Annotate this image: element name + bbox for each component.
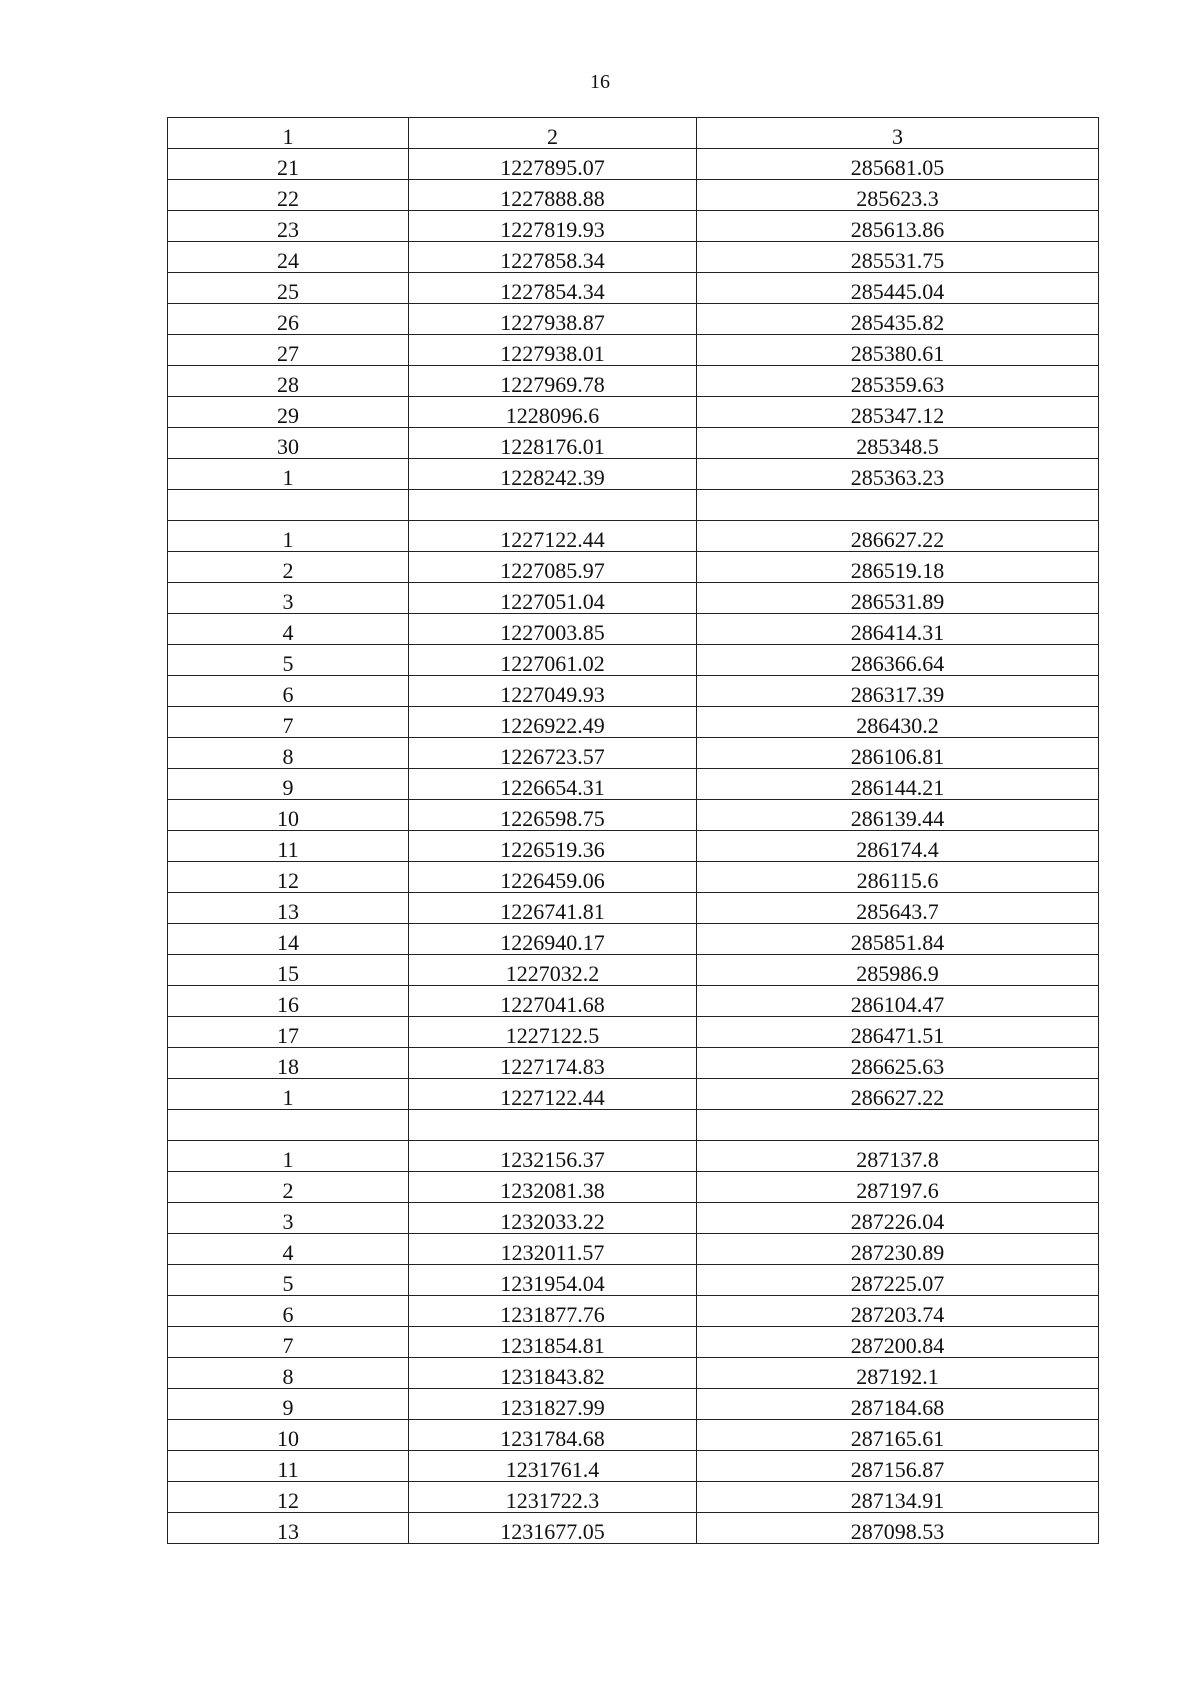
- x-coordinate-cell: 1232156.37: [409, 1141, 697, 1172]
- y-coordinate-cell: 286430.2: [697, 707, 1099, 738]
- y-coordinate-cell: 285851.84: [697, 924, 1099, 955]
- y-coordinate-cell: 287203.74: [697, 1296, 1099, 1327]
- x-coordinate-cell: 1227041.68: [409, 986, 697, 1017]
- x-coordinate-cell: [409, 490, 697, 521]
- point-number-cell: 29: [168, 397, 409, 428]
- table-row: [168, 955, 1099, 986]
- x-coordinate-cell: 1231827.99: [409, 1389, 697, 1420]
- point-number-cell: [168, 1110, 409, 1141]
- table-row: [168, 242, 1099, 273]
- x-coordinate-cell: 1231843.82: [409, 1358, 697, 1389]
- point-number-cell: 22: [168, 180, 409, 211]
- table-row: [168, 1048, 1099, 1079]
- y-coordinate-cell: 286414.31: [697, 614, 1099, 645]
- y-coordinate-cell: 285435.82: [697, 304, 1099, 335]
- x-coordinate-cell: 1227854.34: [409, 273, 697, 304]
- point-number-cell: 17: [168, 1017, 409, 1048]
- y-coordinate-cell: 286317.39: [697, 676, 1099, 707]
- point-number-cell: 1: [168, 459, 409, 490]
- x-coordinate-cell: 1227938.01: [409, 335, 697, 366]
- point-number-cell: 26: [168, 304, 409, 335]
- y-coordinate-cell: 286471.51: [697, 1017, 1099, 1048]
- point-number-cell: 11: [168, 1451, 409, 1482]
- point-number-cell: 10: [168, 800, 409, 831]
- y-coordinate-cell: 286144.21: [697, 769, 1099, 800]
- x-coordinate-cell: 1232033.22: [409, 1203, 697, 1234]
- table-row: [168, 676, 1099, 707]
- point-number-cell: 25: [168, 273, 409, 304]
- y-coordinate-cell: 287197.6: [697, 1172, 1099, 1203]
- x-coordinate-cell: 1227085.97: [409, 552, 697, 583]
- y-coordinate-cell: 286627.22: [697, 521, 1099, 552]
- table-row: [168, 986, 1099, 1017]
- x-coordinate-cell: [409, 1110, 697, 1141]
- y-coordinate-cell: 286531.89: [697, 583, 1099, 614]
- x-coordinate-cell: 1227895.07: [409, 149, 697, 180]
- column-number-cell: 1: [168, 118, 409, 149]
- point-number-cell: 12: [168, 862, 409, 893]
- y-coordinate-cell: 287226.04: [697, 1203, 1099, 1234]
- table-row: [168, 397, 1099, 428]
- x-coordinate-cell: 1227938.87: [409, 304, 697, 335]
- x-coordinate-cell: 1231722.3: [409, 1482, 697, 1513]
- point-number-cell: 7: [168, 1327, 409, 1358]
- table-row: [168, 645, 1099, 676]
- x-coordinate-cell: 1231854.81: [409, 1327, 697, 1358]
- point-number-cell: 1: [168, 1079, 409, 1110]
- table-row: [168, 738, 1099, 769]
- y-coordinate-cell: 286366.64: [697, 645, 1099, 676]
- y-coordinate-cell: 286519.18: [697, 552, 1099, 583]
- table-row: [168, 1079, 1099, 1110]
- table-header-row: [168, 118, 1099, 149]
- x-coordinate-cell: 1231877.76: [409, 1296, 697, 1327]
- point-number-cell: 7: [168, 707, 409, 738]
- x-coordinate-cell: 1227003.85: [409, 614, 697, 645]
- y-coordinate-cell: 285643.7: [697, 893, 1099, 924]
- point-number-cell: 21: [168, 149, 409, 180]
- x-coordinate-cell: 1227819.93: [409, 211, 697, 242]
- x-coordinate-cell: 1227122.5: [409, 1017, 697, 1048]
- table-row: [168, 211, 1099, 242]
- table-row: [168, 1358, 1099, 1389]
- point-number-cell: 2: [168, 1172, 409, 1203]
- coordinates-table: [167, 117, 1099, 1544]
- point-number-cell: 27: [168, 335, 409, 366]
- table-row: [168, 1017, 1099, 1048]
- table-row: [168, 1203, 1099, 1234]
- x-coordinate-cell: 1227051.04: [409, 583, 697, 614]
- x-coordinate-cell: 1227049.93: [409, 676, 697, 707]
- x-coordinate-cell: 1231677.05: [409, 1513, 697, 1544]
- point-number-cell: 6: [168, 1296, 409, 1327]
- y-coordinate-cell: 286139.44: [697, 800, 1099, 831]
- y-coordinate-cell: 286115.6: [697, 862, 1099, 893]
- y-coordinate-cell: 286104.47: [697, 986, 1099, 1017]
- y-coordinate-cell: 285363.23: [697, 459, 1099, 490]
- x-coordinate-cell: 1227122.44: [409, 1079, 697, 1110]
- y-coordinate-cell: [697, 1110, 1099, 1141]
- y-coordinate-cell: 285623.3: [697, 180, 1099, 211]
- x-coordinate-cell: 1227858.34: [409, 242, 697, 273]
- point-number-cell: 6: [168, 676, 409, 707]
- point-number-cell: 4: [168, 1234, 409, 1265]
- x-coordinate-cell: 1227174.83: [409, 1048, 697, 1079]
- table-row: [168, 366, 1099, 397]
- x-coordinate-cell: 1228096.6: [409, 397, 697, 428]
- x-coordinate-cell: 1231761.4: [409, 1451, 697, 1482]
- x-coordinate-cell: 1226459.06: [409, 862, 697, 893]
- table-row: [168, 1265, 1099, 1296]
- point-number-cell: 28: [168, 366, 409, 397]
- table-row: [168, 1141, 1099, 1172]
- table-row: [168, 862, 1099, 893]
- x-coordinate-cell: 1231954.04: [409, 1265, 697, 1296]
- table-row: [168, 800, 1099, 831]
- y-coordinate-cell: 286627.22: [697, 1079, 1099, 1110]
- table-row: [168, 552, 1099, 583]
- point-number-cell: 8: [168, 738, 409, 769]
- y-coordinate-cell: 287184.68: [697, 1389, 1099, 1420]
- y-coordinate-cell: 285613.86: [697, 211, 1099, 242]
- y-coordinate-cell: 287137.8: [697, 1141, 1099, 1172]
- page-number: 16: [590, 71, 610, 93]
- table-row: [168, 583, 1099, 614]
- point-number-cell: 18: [168, 1048, 409, 1079]
- x-coordinate-cell: 1226940.17: [409, 924, 697, 955]
- x-coordinate-cell: 1227061.02: [409, 645, 697, 676]
- table-row: [168, 428, 1099, 459]
- y-coordinate-cell: 285531.75: [697, 242, 1099, 273]
- point-number-cell: 3: [168, 1203, 409, 1234]
- x-coordinate-cell: 1227969.78: [409, 366, 697, 397]
- x-coordinate-cell: 1232081.38: [409, 1172, 697, 1203]
- point-number-cell: 2: [168, 552, 409, 583]
- table-row: [168, 180, 1099, 211]
- point-number-cell: 5: [168, 645, 409, 676]
- point-number-cell: 13: [168, 1513, 409, 1544]
- point-number-cell: 14: [168, 924, 409, 955]
- point-number-cell: 1: [168, 521, 409, 552]
- point-number-cell: 30: [168, 428, 409, 459]
- x-coordinate-cell: 1231784.68: [409, 1420, 697, 1451]
- x-coordinate-cell: 1226922.49: [409, 707, 697, 738]
- point-number-cell: 9: [168, 1389, 409, 1420]
- point-number-cell: 23: [168, 211, 409, 242]
- y-coordinate-cell: 287134.91: [697, 1482, 1099, 1513]
- y-coordinate-cell: 285986.9: [697, 955, 1099, 986]
- table-row: [168, 1327, 1099, 1358]
- table-row: [168, 614, 1099, 645]
- table-row: [168, 707, 1099, 738]
- table-row: [168, 1172, 1099, 1203]
- point-number-cell: 4: [168, 614, 409, 645]
- table-row: [168, 1234, 1099, 1265]
- table-separator-row: [168, 1110, 1099, 1141]
- table-row: [168, 1420, 1099, 1451]
- point-number-cell: 15: [168, 955, 409, 986]
- point-number-cell: 24: [168, 242, 409, 273]
- x-coordinate-cell: 1226519.36: [409, 831, 697, 862]
- x-coordinate-cell: 1227888.88: [409, 180, 697, 211]
- y-coordinate-cell: 287165.61: [697, 1420, 1099, 1451]
- point-number-cell: [168, 490, 409, 521]
- table-row: [168, 273, 1099, 304]
- y-coordinate-cell: 285445.04: [697, 273, 1099, 304]
- y-coordinate-cell: 287230.89: [697, 1234, 1099, 1265]
- x-coordinate-cell: 1227122.44: [409, 521, 697, 552]
- point-number-cell: 8: [168, 1358, 409, 1389]
- x-coordinate-cell: 1228242.39: [409, 459, 697, 490]
- table-row: [168, 1451, 1099, 1482]
- table-row: [168, 459, 1099, 490]
- x-coordinate-cell: 1226654.31: [409, 769, 697, 800]
- x-coordinate-cell: 1228176.01: [409, 428, 697, 459]
- table-row: [168, 521, 1099, 552]
- y-coordinate-cell: 285380.61: [697, 335, 1099, 366]
- point-number-cell: 13: [168, 893, 409, 924]
- table-separator-row: [168, 490, 1099, 521]
- x-coordinate-cell: 1226598.75: [409, 800, 697, 831]
- y-coordinate-cell: 287156.87: [697, 1451, 1099, 1482]
- point-number-cell: 12: [168, 1482, 409, 1513]
- table-row: [168, 1513, 1099, 1544]
- table-row: [168, 304, 1099, 335]
- table-row: [168, 831, 1099, 862]
- y-coordinate-cell: 286625.63: [697, 1048, 1099, 1079]
- x-coordinate-cell: 1227032.2: [409, 955, 697, 986]
- y-coordinate-cell: 286106.81: [697, 738, 1099, 769]
- table-row: [168, 769, 1099, 800]
- coordinates-table-body: [168, 118, 1099, 1544]
- point-number-cell: 10: [168, 1420, 409, 1451]
- y-coordinate-cell: 285347.12: [697, 397, 1099, 428]
- point-number-cell: 16: [168, 986, 409, 1017]
- point-number-cell: 3: [168, 583, 409, 614]
- y-coordinate-cell: 287192.1: [697, 1358, 1099, 1389]
- point-number-cell: 1: [168, 1141, 409, 1172]
- point-number-cell: 9: [168, 769, 409, 800]
- y-coordinate-cell: 287200.84: [697, 1327, 1099, 1358]
- y-coordinate-cell: 286174.4: [697, 831, 1099, 862]
- y-coordinate-cell: 285348.5: [697, 428, 1099, 459]
- table-row: [168, 335, 1099, 366]
- table-row: [168, 1296, 1099, 1327]
- table-row: [168, 924, 1099, 955]
- table-row: [168, 1482, 1099, 1513]
- x-coordinate-cell: 1226741.81: [409, 893, 697, 924]
- point-number-cell: 5: [168, 1265, 409, 1296]
- x-coordinate-cell: 1226723.57: [409, 738, 697, 769]
- point-number-cell: 11: [168, 831, 409, 862]
- y-coordinate-cell: 287098.53: [697, 1513, 1099, 1544]
- table-row: [168, 149, 1099, 180]
- table-row: [168, 1389, 1099, 1420]
- x-coordinate-cell: 1232011.57: [409, 1234, 697, 1265]
- y-coordinate-cell: 285359.63: [697, 366, 1099, 397]
- table-row: [168, 893, 1099, 924]
- y-coordinate-cell: 285681.05: [697, 149, 1099, 180]
- column-number-cell: 3: [697, 118, 1099, 149]
- y-coordinate-cell: 287225.07: [697, 1265, 1099, 1296]
- column-number-cell: 2: [409, 118, 697, 149]
- y-coordinate-cell: [697, 490, 1099, 521]
